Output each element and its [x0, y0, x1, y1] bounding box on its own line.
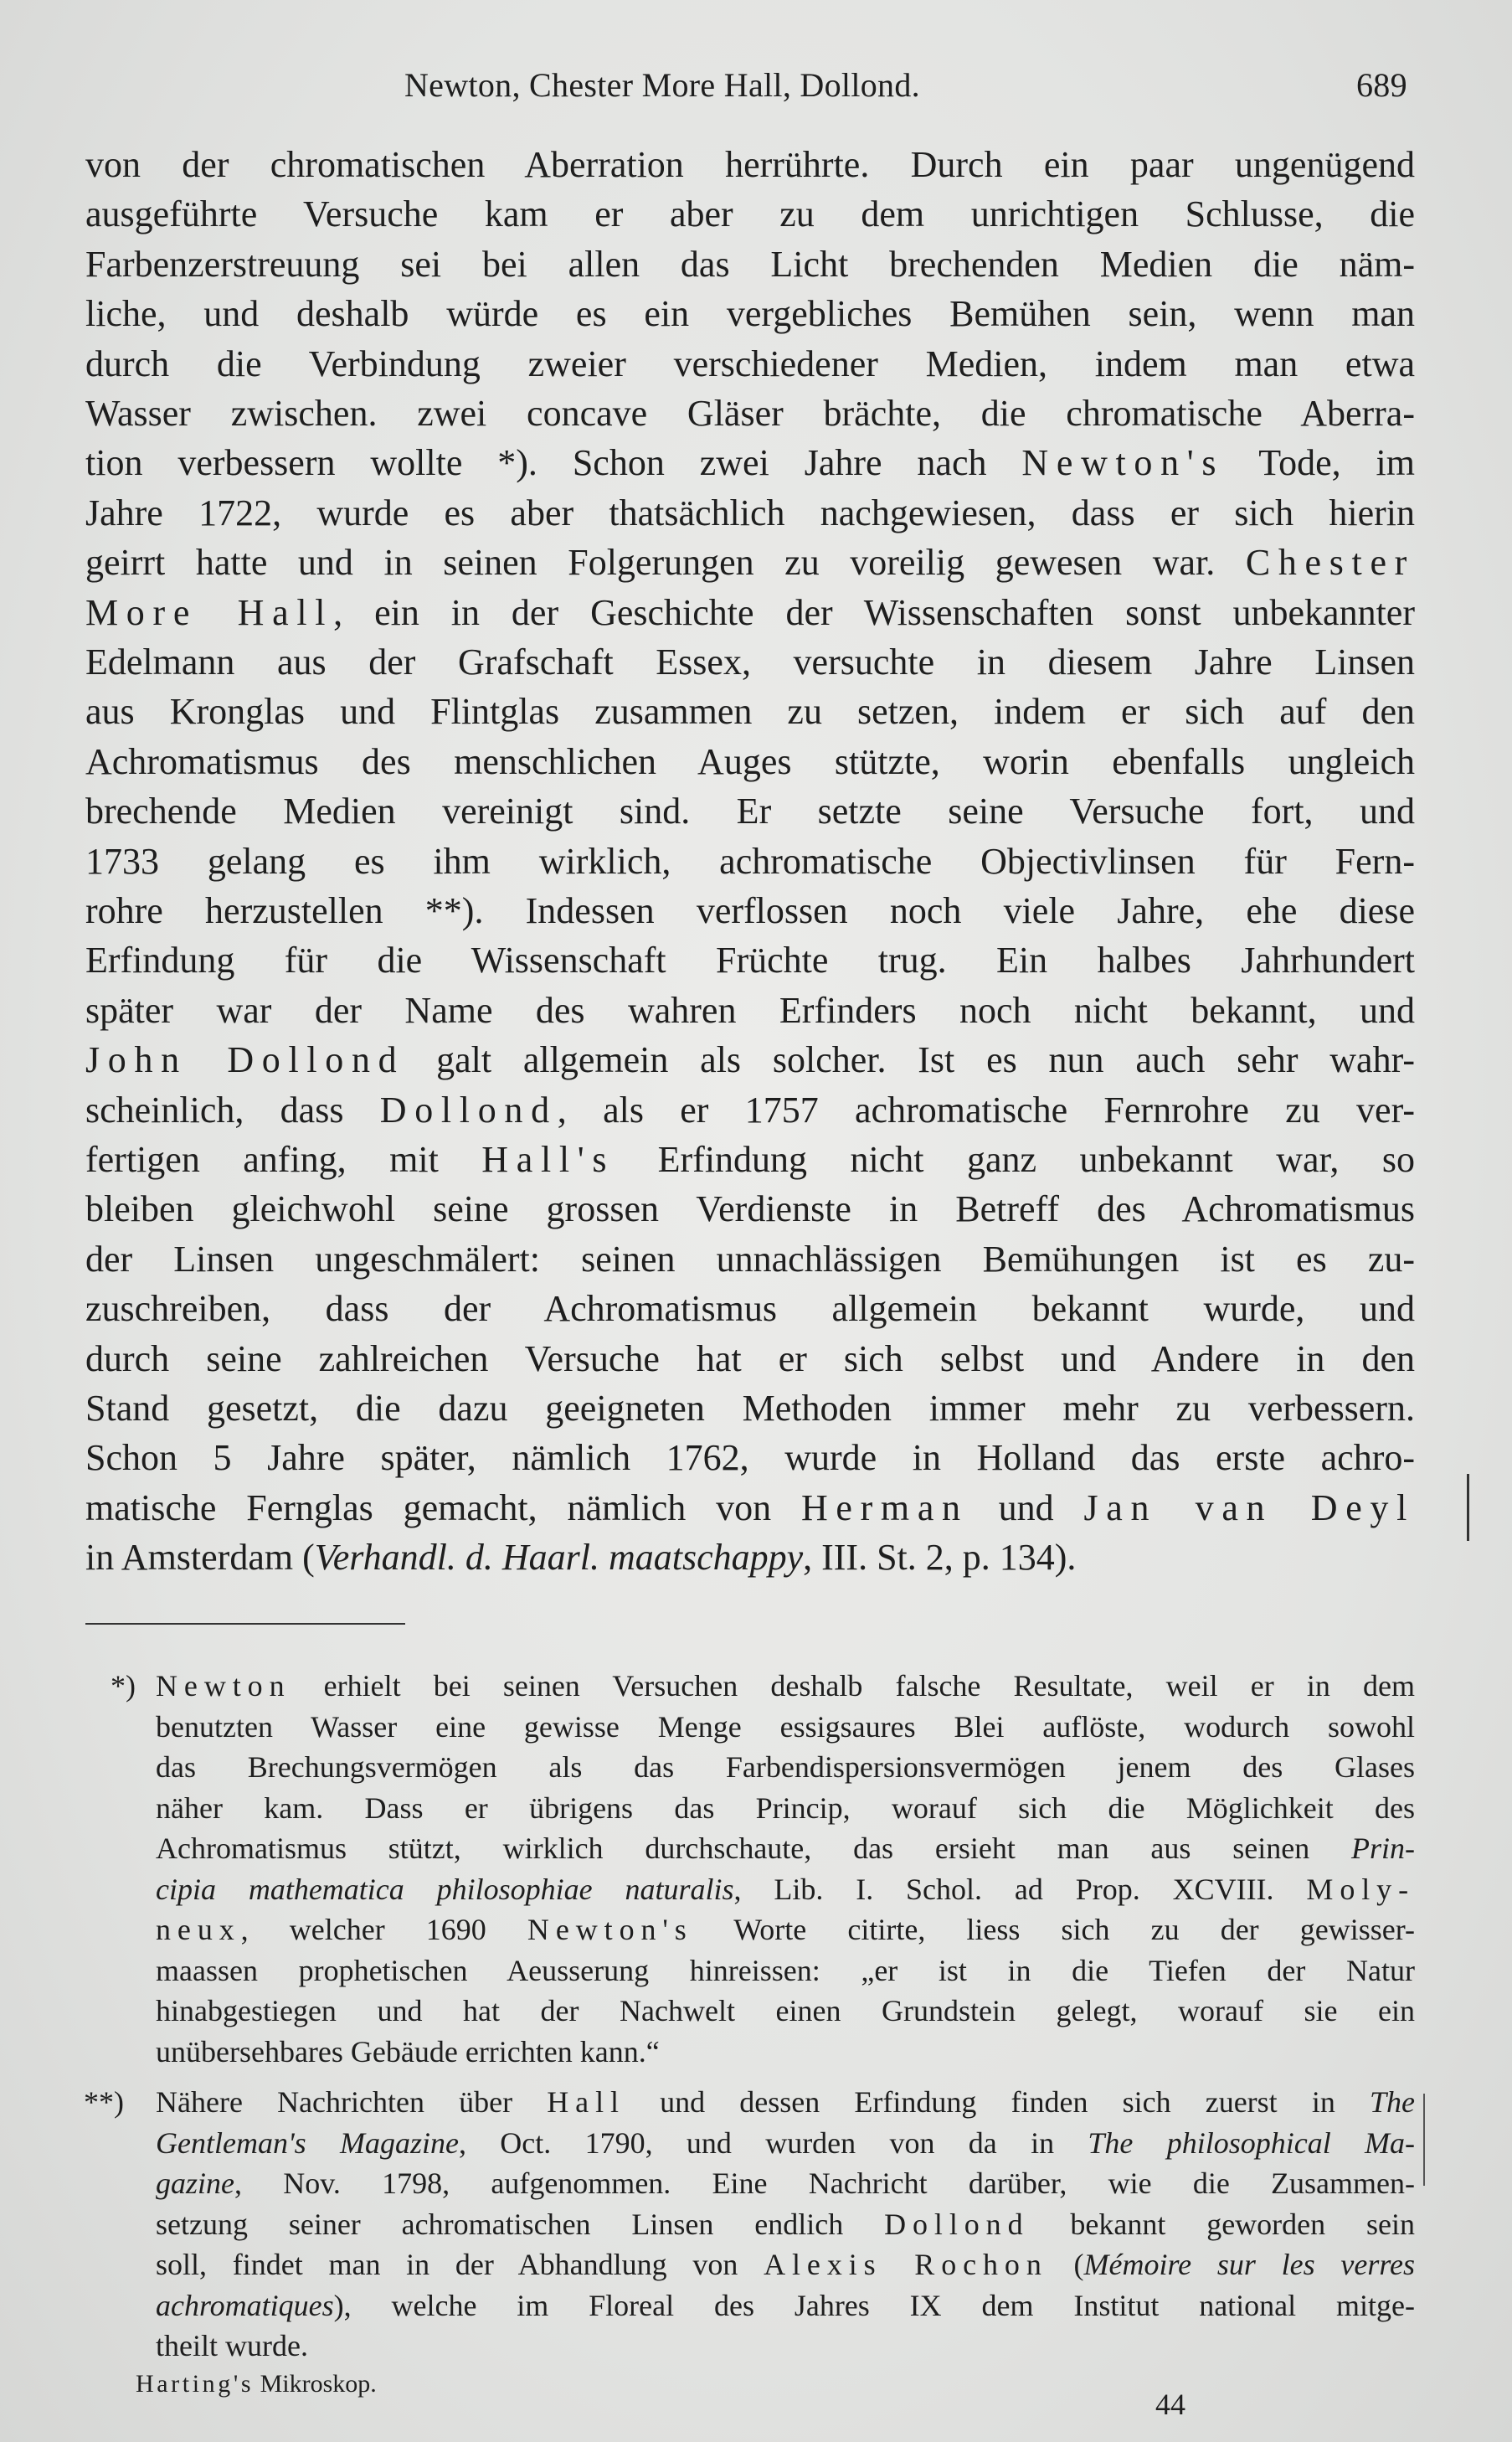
text-line [85, 890, 1415, 931]
text-line [85, 942, 1415, 979]
spaced-name: Dollond [379, 1089, 558, 1131]
spaced-name: Newton [156, 1669, 291, 1703]
text-line [156, 2209, 1415, 2239]
text-segment: aus Kronglas und Flintglas zusammen zu setzen, indem er sich auf den [85, 691, 1415, 733]
text-line [85, 343, 1415, 384]
text-segment: Jahre 1722, wurde es aber thatsächlich nachgewiesen, dass er sich hierin [85, 492, 1415, 533]
text-line [85, 1537, 1415, 1579]
text-line [85, 293, 1415, 335]
text-segment: matische Fernglas gemacht, nämlich von [85, 1486, 801, 1528]
text-segment: , Lib. I. Schol. ad Prop. XCVIII. [733, 1872, 1307, 1906]
spaced-name: Chester [1245, 542, 1415, 584]
margin-mark [1423, 2094, 1425, 2186]
signature-name: Harting's [136, 2370, 255, 2398]
text-segment: der Linsen ungeschmälert: seinen unnachlässigen Bemühungen ist es zu- [85, 1238, 1415, 1280]
text-line [156, 2168, 1415, 2198]
italic-text: achromatiques [156, 2288, 334, 2322]
text-segment: , welcher 1690 [240, 1913, 527, 1946]
text-segment: fertigen anfing, mit [85, 1139, 482, 1180]
text-line [156, 1790, 1415, 1825]
text-line [156, 2034, 1415, 2068]
text-segment: , Oct. 1790, und wurden von da in [458, 2125, 1088, 2160]
text-line [85, 395, 1415, 432]
text-segment: das Brechungsvermögen als das Farbendispersionsvermögen jenem des Glases [156, 1750, 1415, 1784]
italic-text: Gentleman's Magazine [156, 2125, 459, 2160]
text-line [156, 1874, 1415, 1904]
text-segment: Achromatismus stützt, wirklich durchschaute, das ersieht man aus seinen [156, 1832, 1351, 1865]
text-line [156, 2125, 1415, 2160]
text-segment: Wasser zwischen. zwei concave Gläser brächte, die chromatische Aberra- [85, 393, 1415, 434]
text-segment: von der chromatischen Aberration herrührte. Durch ein paar ungenügend [85, 144, 1415, 185]
text-segment: Stand gesetzt, die dazu geeigneten Methoden immer mehr zu verbessern. [85, 1388, 1415, 1429]
text-segment: zuschreiben, dass der Achromatismus allgemein bekannt wurde, und [85, 1288, 1415, 1330]
printer-signature [136, 2370, 377, 2398]
text-line [85, 591, 1415, 633]
text-line [156, 1914, 1415, 1945]
text-segment: ausgeführte Versuche kam er aber zu dem unrichtigen Schlusse, die [85, 193, 1415, 235]
text-segment: Nähere Nachrichten über [156, 2085, 548, 2119]
running-title: Newton, Chester More Hall, Dollond. [404, 66, 920, 104]
spaced-name: Jan van Deyl [1083, 1486, 1416, 1528]
text-segment: Edelmann aus der Grafschaft Essex, versuchte in diesem Jahre Linsen [85, 641, 1415, 683]
spaced-name: Hall [547, 2085, 625, 2119]
page-number: 689 [1356, 66, 1407, 104]
italic-text: The [1370, 2085, 1415, 2119]
text-segment: Achromatismus des menschlichen Auges stützte, worin ebenfalls ungleich [85, 740, 1415, 782]
text-line [85, 1039, 1415, 1081]
text-segment: erhielt bei seinen Versuchen deshalb falsche Resultate, weil er in dem [291, 1669, 1415, 1703]
text-line [156, 2249, 1415, 2280]
text-segment: 1733 gelang es ihm wirklich, achromatische Objectivlinsen für Fern- [85, 840, 1415, 882]
sheet-number: 44 [1155, 2388, 1185, 2421]
text-segment: ), welche im Floreal des Jahres IX dem Institut national mitge- [333, 2288, 1415, 2322]
text-segment: setzung seiner achromatischen Linsen endlich [156, 2207, 885, 2241]
text-segment: durch die Verbindung zweier verschiedener Medien, indem man etwa [85, 343, 1415, 384]
text-segment: brechende Medien vereinigt sind. Er setzte seine Versuche fort, und [85, 791, 1415, 832]
italic-text: cipia mathematica philosophiae naturalis [156, 1872, 734, 1906]
text-line [85, 1288, 1415, 1330]
text-segment: tion verbessern wollte *). Schon zwei Jahre nach [85, 442, 1022, 484]
text-segment: unübersehbares Gebäude errichten kann.“ [156, 2034, 660, 2068]
text-segment: Schon 5 Jahre später, nämlich 1762, wurde in Holland das erste achro- [85, 1437, 1415, 1479]
italic-text: Verhandl. d. Haarl. maatschappy [314, 1537, 804, 1579]
text-line [85, 144, 1415, 185]
text-segment: benutzten Wasser eine gewisse Menge essigsaures Blei auflöste, wodurch sowohl [156, 1709, 1415, 1744]
text-segment: rohre herzustellen **). Indessen verflossen noch viele Jahre, ehe diese [85, 890, 1415, 931]
text-segment: Erfindung nicht ganz unbekannt war, so [615, 1139, 1415, 1180]
text-segment: und [968, 1486, 1084, 1528]
text-line [85, 243, 1415, 285]
text-segment: Erfindung für die Wissenschaft Früchte trug. Ein halbes Jahrhundert [85, 940, 1415, 981]
text-line [85, 542, 1415, 584]
text-line [156, 1955, 1415, 1986]
spaced-name: Alexis Rochon [764, 2248, 1048, 2281]
text-line [85, 1390, 1415, 1427]
text-line [85, 1337, 1415, 1379]
footnote-marker: **) [84, 2085, 124, 2119]
text-line [85, 492, 1415, 533]
spaced-name: Hall's [481, 1139, 615, 1180]
text-segment: bekannt geworden sein [1029, 2207, 1415, 2241]
text-segment: geirrt hatte und in seinen Folgerungen zu voreilig gewesen war. [85, 542, 1246, 584]
text-segment: durch seine zahlreichen Versuche hat er sich selbst und Andere in den [85, 1337, 1415, 1379]
text-segment: ( [1047, 2248, 1084, 2281]
text-line [85, 641, 1415, 683]
text-line [85, 442, 1415, 484]
text-segment: maassen prophetischen Aeusserung hinreissen: „er ist in die Tiefen der Natur [156, 1953, 1415, 1987]
text-line [85, 989, 1415, 1031]
italic-text: Mémoire sur les verres [1083, 2248, 1415, 2281]
text-segment: später war der Name des wahren Erfinders noch nicht bekannt, und [85, 989, 1415, 1031]
text-segment: hinabgestiegen und hat der Nachwelt einen Grundstein gelegt, worauf sie ein [156, 1994, 1415, 2027]
text-segment: bleiben gleichwohl seine grossen Verdienste in Betreff des Achromatismus [85, 1188, 1415, 1230]
text-line [85, 1141, 1415, 1178]
text-segment: Worte citirte, liess sich zu der gewisser- [692, 1913, 1415, 1946]
spaced-name: neux [156, 1913, 241, 1946]
text-line [85, 1238, 1415, 1280]
margin-mark [1467, 1474, 1469, 1541]
text-line [156, 1833, 1415, 1863]
text-segment: und dessen Erfindung finden sich zuerst in [625, 2085, 1370, 2119]
text-line [85, 793, 1415, 830]
text-line [85, 1437, 1415, 1479]
text-line [156, 1752, 1415, 1782]
spaced-name: Dollond [884, 2207, 1030, 2241]
spaced-name: More Hall [85, 591, 334, 633]
text-line [156, 1709, 1415, 1744]
text-line [85, 691, 1415, 733]
text-segment: in Amsterdam ( [85, 1537, 315, 1579]
text-line [156, 2087, 1415, 2117]
spaced-name: John Dollond [85, 1039, 405, 1081]
text-segment: galt allgemein als solcher. Ist es nun auch sehr wahr- [404, 1039, 1415, 1081]
text-segment: scheinlich, dass [85, 1089, 380, 1131]
text-line [156, 1996, 1415, 2026]
text-line [156, 2331, 1415, 2361]
text-segment: Farbenzerstreuung sei bei allen das Licht brechenden Medien die näm- [85, 243, 1415, 285]
footnote-marker: *) [111, 1669, 136, 1703]
text-segment: , III. St. 2, p. 134). [803, 1537, 1077, 1579]
signature-rest: Mikroskop. [254, 2370, 377, 2398]
italic-text: gazine [156, 2166, 234, 2200]
text-line [85, 840, 1415, 882]
text-line [85, 193, 1415, 235]
text-segment: soll, findet man in der Abhandlung von [156, 2248, 764, 2281]
text-segment: , Nov. 1798, aufgenommen. Eine Nachricht darüber, wie die Zusammen- [234, 2166, 1415, 2200]
text-line [85, 1089, 1415, 1131]
text-segment: liche, und deshalb würde es ein vergebliches Bemühen sein, wenn man [85, 293, 1415, 335]
text-line [85, 1188, 1415, 1230]
footnote-rule [85, 1623, 405, 1625]
text-line [156, 2290, 1415, 2321]
spaced-name: Moly- [1306, 1872, 1415, 1906]
spaced-name: Newton's [1021, 442, 1225, 484]
text-segment: Tode, im [1224, 442, 1415, 484]
spaced-name: Newton's [527, 1913, 693, 1946]
text-line [156, 1671, 1415, 1701]
text-segment: theilt wurde. [156, 2329, 308, 2362]
text-line [85, 740, 1415, 782]
spaced-name: Herman [800, 1486, 969, 1528]
text-segment: , als er 1757 achromatische Fernrohre zu ver- [557, 1089, 1415, 1131]
italic-text: Prin- [1351, 1832, 1415, 1865]
text-segment: , ein in der Geschichte der Wissenschaften sonst unbekannter [333, 591, 1415, 633]
text-segment: näher kam. Dass er übrigens das Princip, worauf sich die Möglichkeit des [156, 1790, 1415, 1825]
italic-text: The philosophical Ma- [1088, 2125, 1415, 2160]
text-line [85, 1486, 1416, 1528]
